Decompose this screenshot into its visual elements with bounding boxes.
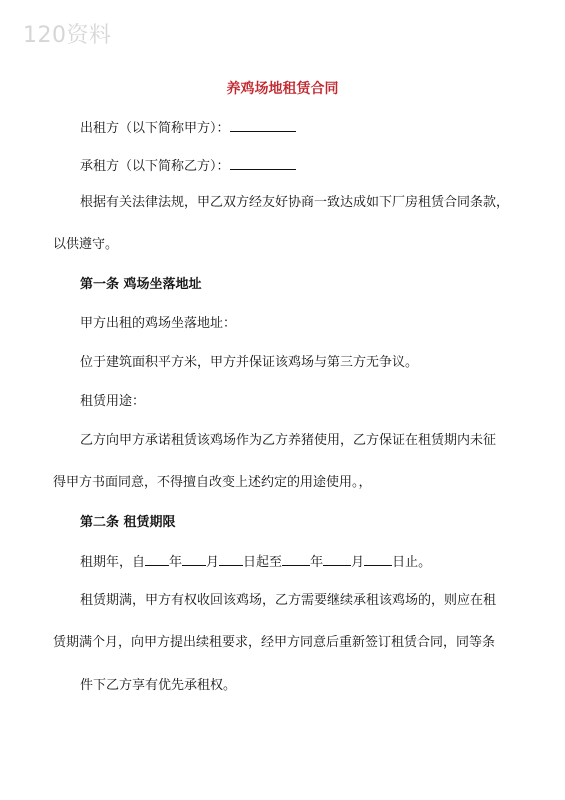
lessee-label: 承租方（以下简称乙方）： [80, 159, 230, 174]
start-day-blank[interactable] [219, 552, 243, 566]
article1-heading: 第一条 鸡场坐落地址 [80, 277, 202, 292]
article2-heading: 第二条 租赁期限 [80, 515, 176, 530]
article2-renew-line-1: 租赁期满，甲方有权收回该鸡场，乙方需要继续承租该鸡场的，则应在租 [80, 593, 497, 608]
intro-line-2: 以供遵守。 [53, 237, 119, 252]
article2-renew-line-3: 件下乙方享有优先承租权。 [80, 678, 237, 693]
end-month-blank[interactable] [323, 552, 351, 566]
lessee-blank[interactable] [230, 156, 296, 170]
lessor-line [80, 118, 296, 138]
end-year-blank[interactable] [282, 552, 310, 566]
term-part-7: 日止。 [392, 555, 432, 570]
lessor-label: 出租方（以下简称甲方）： [80, 121, 230, 136]
intro-line-1: 根据有关法律法规，甲乙双方经友好协商一致达成如下厂房租赁合同条款， [80, 195, 510, 210]
term-part-3: 月 [206, 555, 220, 570]
article1-address: 甲方出租的鸡场坐落地址： [80, 316, 237, 331]
article2-renew-line-2: 赁期满个月，向甲方提出续租要求，经甲方同意后重新签订租赁合同，同等条 [53, 635, 496, 650]
article1-usage-line-2: 得甲方书面同意，不得擅自改变上述约定的用途使用。， [53, 475, 372, 490]
lessor-blank[interactable] [230, 118, 296, 132]
article1-usage-line-1: 乙方向甲方承诺租赁该鸡场作为乙方养猪使用，乙方保证在租赁期内未征 [80, 433, 497, 448]
term-part-2: 年 [169, 555, 183, 570]
term-part-4: 日起至 [243, 555, 283, 570]
article2-term-line [80, 552, 431, 572]
start-month-blank[interactable] [182, 552, 206, 566]
lessee-line [80, 156, 296, 176]
term-part-5: 年 [310, 555, 324, 570]
end-day-blank[interactable] [364, 552, 392, 566]
term-part-6: 月 [351, 555, 365, 570]
term-part-1: 租期年，自 [80, 555, 146, 570]
document-title: 养鸡场地租赁合同 [226, 81, 339, 97]
article1-usage-label: 租赁用途： [80, 394, 146, 409]
watermark: 120资料 [23, 23, 112, 48]
article1-area: 位于建筑面积平方米，甲方并保证该鸡场与第三方无争议。 [80, 355, 419, 370]
start-year-blank[interactable] [145, 552, 169, 566]
